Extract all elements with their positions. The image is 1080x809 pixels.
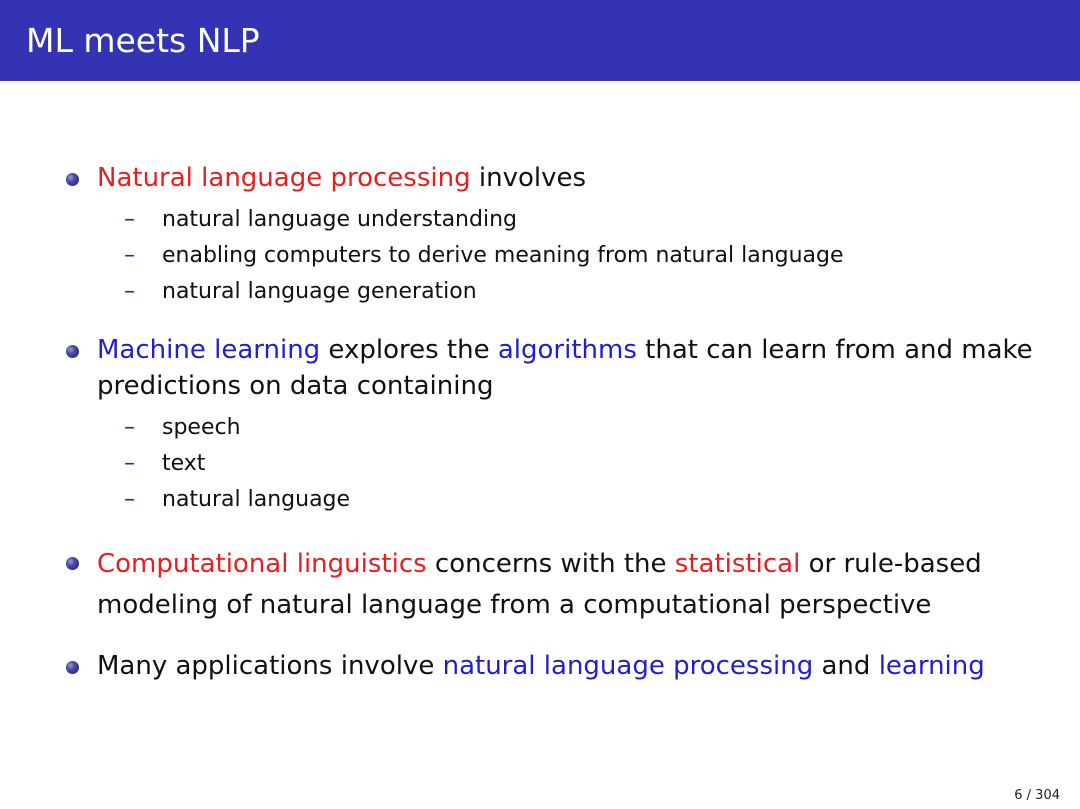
bullet-marker xyxy=(66,557,79,570)
bullet-item xyxy=(97,648,1037,684)
bullet-text: involves xyxy=(470,163,587,193)
slide-title: ML meets NLP xyxy=(26,21,260,60)
bullet-item xyxy=(97,160,1037,196)
bullet-marker xyxy=(66,173,79,186)
sub-item: enabling computers to derive meaning from natural language xyxy=(162,243,844,268)
sub-bullet-dash: – xyxy=(124,415,135,440)
highlight-text: learning xyxy=(878,651,985,681)
sub-item: speech xyxy=(162,415,241,440)
highlight-text: algorithms xyxy=(497,335,637,365)
bullet-marker xyxy=(66,661,79,674)
bullet-text: that can learn from and make predictions on data containing xyxy=(97,335,1033,401)
bullet-text: or rule-based modeling of natural language from a computational perspective xyxy=(97,549,982,620)
sub-item: text xyxy=(162,451,206,476)
sub-item: natural language xyxy=(162,487,351,512)
sub-item: natural language understanding xyxy=(162,207,517,232)
bullet-item xyxy=(97,544,1037,626)
bullet-item xyxy=(97,332,1037,404)
highlight-text: Computational linguistics xyxy=(97,549,427,579)
bullet-text: explores the xyxy=(320,335,498,365)
sub-bullet-dash: – xyxy=(124,487,135,512)
title-bar xyxy=(0,0,1080,81)
sub-item: natural language generation xyxy=(162,279,477,304)
sub-bullet-dash: – xyxy=(124,243,135,268)
sub-bullet-dash: – xyxy=(124,207,135,232)
highlight-text: Natural language processing xyxy=(97,163,471,193)
bullet-text: Many applications involve xyxy=(97,651,443,681)
page-number: 6 / 304 xyxy=(1014,788,1060,803)
highlight-text: statistical xyxy=(674,549,801,579)
highlight-text: Machine learning xyxy=(97,335,321,365)
bullet-text: and xyxy=(813,651,879,681)
highlight-text: natural language processing xyxy=(442,651,814,681)
bullet-text: concerns with the xyxy=(426,549,675,579)
sub-bullet-dash: – xyxy=(124,279,135,304)
bullet-marker xyxy=(66,345,79,358)
sub-bullet-dash: – xyxy=(124,451,135,476)
